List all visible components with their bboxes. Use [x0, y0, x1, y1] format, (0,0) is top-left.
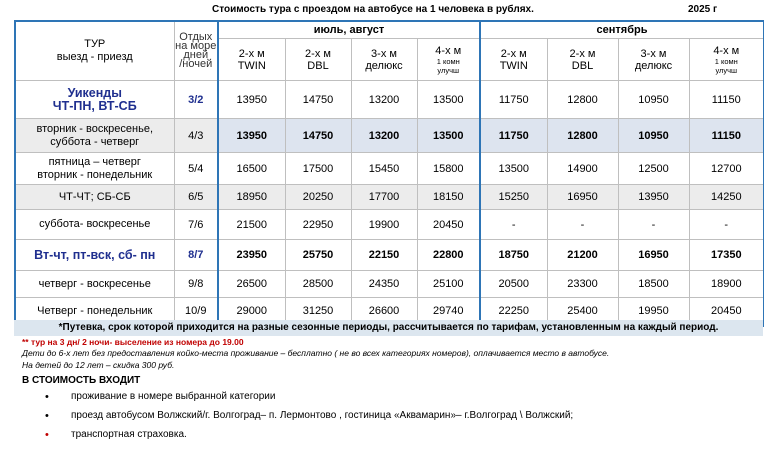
- nights-value: 7/6: [174, 210, 218, 240]
- tour-name-line: четверг - воскресенье: [38, 277, 151, 290]
- price-cell: 13200: [351, 81, 417, 119]
- tour-name: [15, 210, 174, 240]
- room-size: 2-х м: [305, 47, 331, 60]
- price-cell: 13950: [218, 119, 285, 153]
- tour-name-line: пятница – четверг: [48, 155, 141, 168]
- price-cell: -: [618, 210, 689, 240]
- price-cell: 16950: [618, 240, 689, 271]
- room-type-header: [547, 39, 618, 81]
- children-discount-note: На детей до 12 лет – скидка 300 руб.: [22, 360, 175, 370]
- price-cell: 20500: [480, 271, 547, 298]
- price-cell: 14750: [285, 119, 351, 153]
- room-variant: DBL: [571, 59, 594, 72]
- price-cell: 29740: [417, 298, 480, 326]
- nights-header-line4: /ночей: [179, 58, 213, 70]
- price-cell: 13950: [618, 185, 689, 210]
- header: [0, 4, 764, 18]
- nights-value: 10/9: [174, 298, 218, 326]
- price-cell: 15800: [417, 153, 480, 185]
- tour-name: [15, 240, 174, 271]
- price-cell: 10950: [618, 119, 689, 153]
- tour-header-line2: выезд - приезд: [56, 51, 133, 63]
- price-cell: 20450: [689, 298, 764, 326]
- tour-header-line1: ТУР: [84, 38, 106, 50]
- tour-name: [15, 185, 174, 210]
- room-type-header: [480, 39, 547, 81]
- children-note: Дети до 6-х лет без предоставления койко-места проживание – бесплатно ( не во всех категориях номеров), оплачивается место в автобусе.: [22, 348, 610, 358]
- room-variant: TWIN: [237, 59, 266, 72]
- room-variant: TWIN: [499, 59, 528, 72]
- nights-value: 8/7: [174, 240, 218, 271]
- tour-row: [15, 119, 764, 153]
- bullet-icon: •: [45, 429, 49, 441]
- room-variant: 1 комн: [436, 56, 460, 66]
- tour-name: [15, 119, 174, 153]
- nights-value: 3/2: [174, 81, 218, 119]
- nights-column-header: [174, 21, 218, 81]
- price-cell: 22250: [480, 298, 547, 326]
- price-cell: -: [689, 210, 764, 240]
- room-size: 4-х м: [713, 44, 740, 57]
- price-cell: 18750: [480, 240, 547, 271]
- room-variant-2: улучш: [437, 65, 460, 75]
- tour-name-line: ЧТ-ЧТ; СБ-СБ: [58, 190, 131, 203]
- price-cell: 25100: [417, 271, 480, 298]
- tour-row: [15, 81, 764, 119]
- room-variant: делюкс: [634, 59, 673, 72]
- price-cell: 25750: [285, 240, 351, 271]
- tour-row: [15, 153, 764, 185]
- tour-name-line: ЧТ-ПН, ВТ-СБ: [52, 98, 137, 113]
- room-variant: делюкс: [365, 59, 403, 72]
- price-cell: 17500: [285, 153, 351, 185]
- price-cell: 17700: [351, 185, 417, 210]
- includes-item-text: проезд автобусом Волжский/г. Волгоград– п. Лермонтово , гостиница «Аквамарин»– г.Волгоград \ Волжский;: [71, 410, 574, 421]
- tour-name-line: вторник - воскресенье,: [36, 122, 154, 135]
- year-label: 2025 г: [688, 4, 718, 15]
- tour-name-line: суббота- воскресенье: [39, 218, 151, 230]
- nights-value: 9/8: [174, 271, 218, 298]
- room-size: 2-х м: [238, 47, 265, 60]
- period-summer: июль, август: [218, 21, 480, 39]
- price-cell: 28500: [285, 271, 351, 298]
- price-cell: 21500: [218, 210, 285, 240]
- room-type-header: [689, 39, 764, 81]
- tour-name: [15, 271, 174, 298]
- price-cell: 22800: [417, 240, 480, 271]
- tour-name: [15, 81, 174, 119]
- price-cell: 15250: [480, 185, 547, 210]
- tour-row: [15, 210, 764, 240]
- price-cell: 13500: [417, 81, 480, 119]
- price-cell: 12500: [618, 153, 689, 185]
- tour-name-line: вторник - понедельник: [37, 168, 153, 181]
- price-cell: 25400: [547, 298, 618, 326]
- price-cell: 11750: [480, 119, 547, 153]
- tour-name-line: Вт-чт, пт-вск, сб- пн: [34, 247, 156, 262]
- price-cell: 24350: [351, 271, 417, 298]
- price-cell: -: [547, 210, 618, 240]
- room-size: 3-х м: [640, 47, 667, 60]
- tour-row: [15, 271, 764, 298]
- price-cell: 22150: [351, 240, 417, 271]
- tour-name-line: Уикенды: [67, 85, 122, 100]
- nights-value: 5/4: [174, 153, 218, 185]
- tour-row: [15, 240, 764, 271]
- price-cell: 23950: [218, 240, 285, 271]
- tour-name-line: суббота - четверг: [50, 135, 140, 148]
- price-cell: 20450: [417, 210, 480, 240]
- price-cell: 15450: [351, 153, 417, 185]
- price-table: [14, 20, 764, 327]
- tour-column-header: [15, 21, 174, 81]
- price-cell: 11150: [689, 119, 764, 153]
- period-september: сентябрь: [480, 21, 764, 39]
- price-cell: 16950: [547, 185, 618, 210]
- tour-name: [15, 153, 174, 185]
- price-cell: 23300: [547, 271, 618, 298]
- price-cell: 14900: [547, 153, 618, 185]
- room-type-header: [417, 39, 480, 81]
- price-cell: 29000: [218, 298, 285, 326]
- room-size: 2-х м: [500, 47, 527, 60]
- price-cell: 26500: [218, 271, 285, 298]
- price-cell: 11150: [689, 81, 764, 119]
- price-cell: -: [480, 210, 547, 240]
- room-variant: 1 комн: [714, 56, 738, 66]
- room-type-header: [285, 39, 351, 81]
- price-cell: 12800: [547, 81, 618, 119]
- price-cell: 20250: [285, 185, 351, 210]
- season-note: *Путевка, срок которой приходится на разные сезонные периоды, рассчитывается по тарифам, установленным на каждый период.: [14, 320, 763, 336]
- nights-header-line2: на море: [175, 40, 217, 52]
- room-type-header: [218, 39, 285, 81]
- nights-header-line1: Отдых: [179, 31, 213, 43]
- price-cell: 19950: [618, 298, 689, 326]
- nights-value: 4/3: [174, 119, 218, 153]
- price-cell: 26600: [351, 298, 417, 326]
- room-type-header: [618, 39, 689, 81]
- price-cell: 21200: [547, 240, 618, 271]
- room-type-header: [351, 39, 417, 81]
- nights-value: 6/5: [174, 185, 218, 210]
- includes-item-text: проживание в номере выбранной категории: [71, 391, 276, 402]
- price-cell: 16500: [218, 153, 285, 185]
- price-cell: 14250: [689, 185, 764, 210]
- price-cell: 12800: [547, 119, 618, 153]
- room-variant: DBL: [307, 59, 329, 72]
- bullet-icon: •: [45, 410, 49, 422]
- price-cell: 13500: [417, 119, 480, 153]
- tour-row: [15, 185, 764, 210]
- price-cell: 10950: [618, 81, 689, 119]
- room-size: 2-х м: [569, 47, 596, 60]
- price-cell: 11750: [480, 81, 547, 119]
- price-cell: 18150: [417, 185, 480, 210]
- price-cell: 22950: [285, 210, 351, 240]
- room-variant-2: улучш: [715, 65, 738, 75]
- price-cell: 12700: [689, 153, 764, 185]
- price-cell: 13500: [480, 153, 547, 185]
- room-size: 4-х м: [435, 44, 462, 57]
- price-cell: 17350: [689, 240, 764, 271]
- page-title: Стоимость тура с проездом на автобусе на 1 человека в рублях.: [212, 4, 534, 15]
- bullet-icon: •: [45, 391, 49, 403]
- price-cell: 13950: [218, 81, 285, 119]
- price-cell: 19900: [351, 210, 417, 240]
- room-size: 3-х м: [371, 47, 397, 60]
- nights-header-line3: дней: [183, 49, 209, 61]
- tour-name-line: Четверг - понедельник: [37, 304, 153, 317]
- price-cell: 14750: [285, 81, 351, 119]
- price-cell: 31250: [285, 298, 351, 326]
- includes-title: В СТОИМОСТЬ ВХОДИТ: [22, 375, 141, 386]
- price-cell: 18950: [218, 185, 285, 210]
- price-cell: 18500: [618, 271, 689, 298]
- includes-item-text: транспортная страховка.: [71, 429, 187, 440]
- checkout-note: ** тур на 3 дн/ 2 ночи- выселение из номера до 19.00: [22, 337, 244, 347]
- price-cell: 18900: [689, 271, 764, 298]
- price-cell: 13200: [351, 119, 417, 153]
